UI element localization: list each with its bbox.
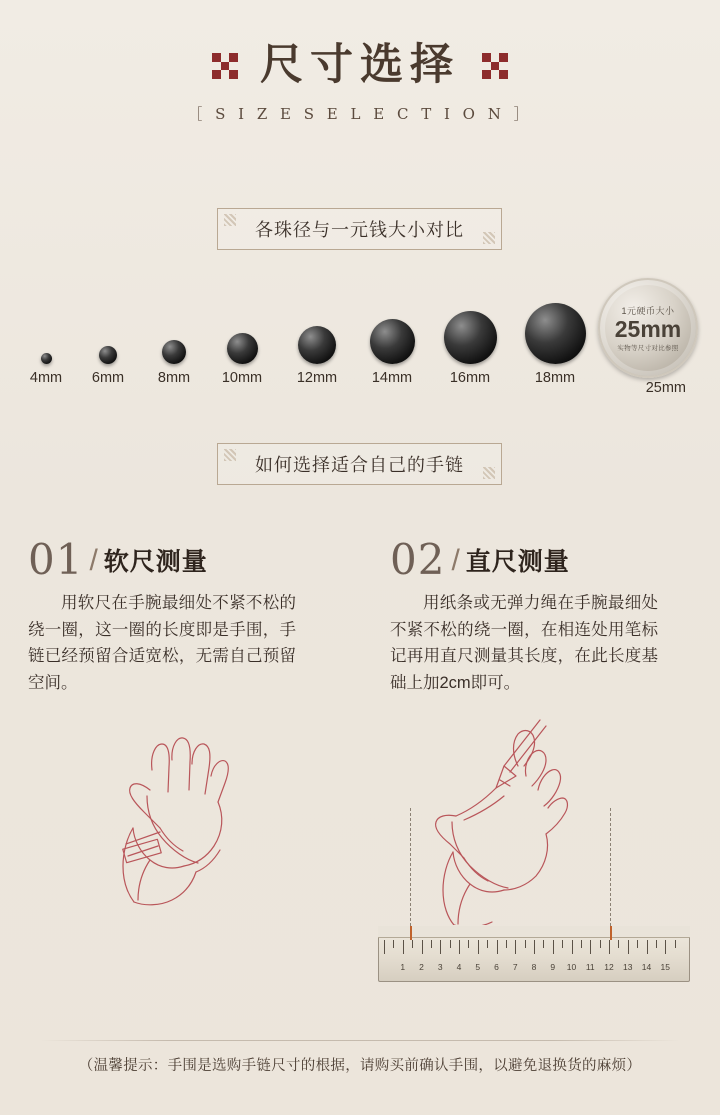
guide-line-right <box>610 808 611 926</box>
bead-item <box>152 320 196 386</box>
ruler-tick-label: 3 <box>437 962 443 972</box>
step-number: 02 <box>390 535 446 584</box>
ruler-tick <box>590 940 591 954</box>
ruler-illustration <box>378 918 690 984</box>
page-header <box>0 40 720 124</box>
ruler-tick-label: 2 <box>419 962 424 972</box>
bead-item <box>520 280 590 386</box>
step-slash: / <box>451 543 460 577</box>
ruler-tick <box>534 940 535 954</box>
step-body: 用软尺在手腕最细处不紧不松的绕一圈，这一圈的长度即是手围，手链已经预留合适宽松，无需自己预留空间。 <box>28 593 296 693</box>
bead-circle <box>41 353 52 364</box>
ruler-tick-label: 4 <box>456 962 462 972</box>
bead-item <box>87 326 129 386</box>
step-header <box>28 535 328 584</box>
ruler-tick <box>581 940 582 948</box>
ruler-tick-label: 5 <box>475 962 481 972</box>
ruler-tick <box>506 940 507 948</box>
ruler-tick <box>609 940 610 954</box>
page-subtitle: ［ S I Z E S E L E C T I O N ］ <box>187 105 533 123</box>
bead-item <box>438 288 502 386</box>
footer-note: （温馨提示：手围是选购手链尺寸的根据，请购买前确认手围，以避免退换货的麻烦） <box>78 1058 642 1074</box>
ruler-tick <box>618 940 619 948</box>
ruler-tick <box>478 940 479 954</box>
ruler-tick <box>431 940 432 948</box>
ruler-tick <box>637 940 638 948</box>
ruler-ticks <box>384 940 684 960</box>
ruler-tick <box>459 940 460 954</box>
ruler-tick-label: 8 <box>531 962 537 972</box>
ornament-left-icon <box>212 53 238 79</box>
ruler-tick <box>572 940 573 954</box>
ruler-tick <box>468 940 469 948</box>
ruler-tick-label: 12 <box>604 962 614 972</box>
footer-divider <box>40 1040 680 1041</box>
ruler-tick <box>543 940 544 948</box>
bead-circle <box>444 311 497 364</box>
ruler-tick <box>487 940 488 948</box>
bead-item <box>290 304 344 386</box>
ruler-tick <box>497 940 498 954</box>
ruler-tick-label: 10 <box>566 962 577 972</box>
ruler-tick-label: 11 <box>585 962 595 972</box>
title-row <box>0 40 720 90</box>
ruler-tick-numbers <box>384 962 684 976</box>
ruler-tick-label: 9 <box>550 962 556 972</box>
bead-label: 12mm <box>296 370 338 386</box>
bead-label: 14mm <box>371 370 413 386</box>
bead-label: 8mm <box>157 370 191 386</box>
bead-size-row <box>0 282 720 402</box>
caption-how-to-choose: 如何选择适合自己的手链 <box>217 443 502 485</box>
step-number: 01 <box>28 535 84 584</box>
caption-bead-compare: 各珠径与一元钱大小对比 <box>217 208 502 250</box>
ruler-tick <box>450 940 451 948</box>
bead-label: 4mm <box>29 370 63 386</box>
coin-top-text: 1元硬币大小 <box>621 306 675 317</box>
ruler-tick <box>515 940 516 954</box>
ruler-tick <box>665 940 666 954</box>
ruler-tick <box>403 940 404 954</box>
ruler-tick <box>412 940 413 948</box>
bead-circle <box>99 346 117 364</box>
ruler-mark-start <box>410 926 412 940</box>
ruler-edge <box>378 926 690 938</box>
bead-label: 16mm <box>449 370 491 386</box>
ruler-tick-label: 13 <box>623 962 633 972</box>
ruler-tick <box>384 940 385 954</box>
coin-bottom-text: 实物等尺寸对比参照 <box>617 344 679 352</box>
ruler-tick <box>525 940 526 948</box>
ruler-tick <box>422 940 423 954</box>
ruler-tick-label: 7 <box>512 962 518 972</box>
coin-center-text: 25mm <box>614 316 682 343</box>
bead-item <box>363 296 421 386</box>
bead-label: 18mm <box>534 370 576 386</box>
guide-line-left <box>410 808 411 926</box>
bead-circle <box>162 340 186 364</box>
ruler-tick-label: 6 <box>494 962 499 972</box>
bead-item <box>218 312 266 386</box>
step-soft-tape <box>28 535 328 697</box>
ruler-tick-label: 1 <box>400 962 406 972</box>
step-header <box>390 535 690 584</box>
coin-label: 25mm <box>645 380 686 396</box>
ornament-right-icon <box>482 53 508 79</box>
bead-label: 6mm <box>91 370 125 386</box>
ruler-tick <box>393 940 394 948</box>
ruler-mark-end <box>610 926 612 940</box>
ruler-tick <box>440 940 441 954</box>
ruler-tick <box>656 940 657 948</box>
ruler-tick <box>600 940 601 948</box>
ruler-tick <box>562 940 563 948</box>
step-slash: / <box>89 543 98 577</box>
step-title: 软尺测量 <box>103 547 208 576</box>
coin-reference <box>598 278 698 378</box>
step-body: 用纸条或无弹力绳在手腕最细处不紧不松的绕一圈，在相连处用笔标记再用直尺测量其长度，在此长度基础上加2cm即可。 <box>390 593 658 693</box>
ruler-tick <box>553 940 554 954</box>
bead-label: 10mm <box>221 370 263 386</box>
bead-circle <box>227 333 258 364</box>
hand-pen-strip-illustration <box>400 710 610 930</box>
ruler-tick <box>647 940 648 954</box>
step-title: 直尺测量 <box>465 547 570 576</box>
bead-circle <box>525 303 586 364</box>
page-title: 尺寸选择 <box>260 40 460 90</box>
ruler-tick <box>628 940 629 954</box>
ruler-tick-label: 14 <box>641 962 652 972</box>
ruler-tick <box>675 940 676 948</box>
ruler-tick-label: 15 <box>660 962 670 972</box>
hand-soft-tape-illustration <box>90 720 280 915</box>
bead-circle <box>370 319 415 364</box>
bead-item <box>26 334 66 386</box>
step-straight-ruler <box>390 535 690 697</box>
bead-circle <box>298 326 336 364</box>
